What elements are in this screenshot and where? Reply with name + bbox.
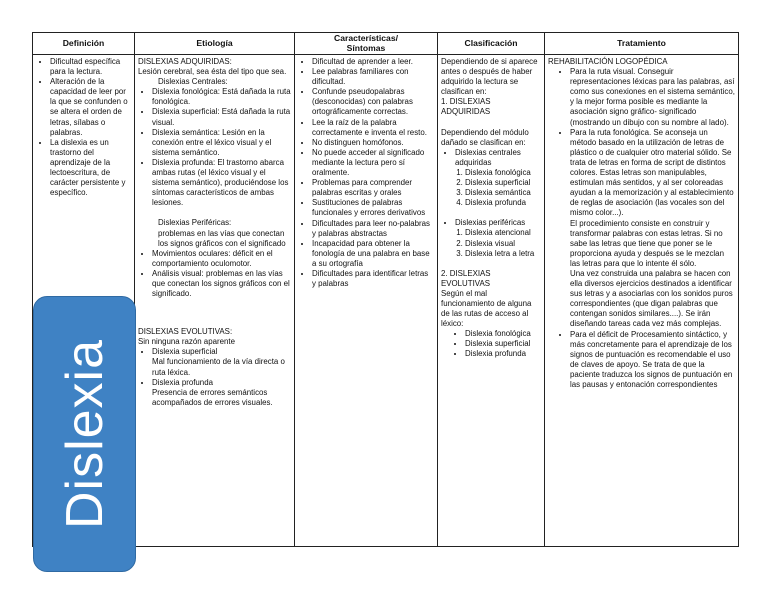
caracteristicas-list <box>298 57 434 289</box>
header-definicion: Definición <box>33 33 135 55</box>
caracteristica-item: • Lee la raíz de la palabra correctamente e inventa el resto. <box>312 118 434 138</box>
banner-title: Dislexia <box>55 338 114 530</box>
etiologia-central-item: • Dislexia semántica: Lesión en la conexión entre el léxico visual y el sistema semántico. <box>152 128 291 158</box>
tratamiento-title: REHABILITACIÓN LOGOPÉDICA <box>548 57 668 66</box>
etiologia-centrales-title: Dislexias Centrales: <box>158 77 228 87</box>
content-row <box>33 55 739 547</box>
clasificacion-perifericas-list <box>441 228 541 258</box>
definicion-item: • Dificultad específica para la lectura. <box>50 57 131 77</box>
caracteristica-item: • Incapacidad para obtener la fonología de una palabra en base a su ortografía <box>312 239 434 269</box>
header-caracteristicas: Características/ Síntomas <box>295 33 438 55</box>
clasificacion-evolutiva-item: • Dislexia fonológica <box>465 329 541 339</box>
clasificacion-adquiridas-intro: Dependiendo del módulo dañado se clasifican en: <box>441 127 529 147</box>
cell-clasificacion <box>438 55 545 547</box>
clasificacion-evolutivas-list <box>441 329 541 359</box>
caracteristica-item: • No puede acceder al significado mediante la lectura pero sí oralmente. <box>312 148 434 178</box>
etiologia-central-item: • Dislexia superficial: Está dañada la ruta visual. <box>152 107 291 127</box>
caracteristica-item: • Problemas para comprender palabras escritas y orales <box>312 178 434 198</box>
etiologia-central-item: • Dislexia profunda: El trastorno abarca ambas rutas (el léxico visual y el sistema semántico), produciéndose los síntomas característicos de ambas lesiones. <box>152 158 291 208</box>
clasificacion-evolutiva-item: • Dislexia superficial <box>465 339 541 349</box>
clasificacion-perifericas-group <box>441 218 541 228</box>
cell-etiologia <box>135 55 295 547</box>
definicion-item: • Alteración de la capacidad de leer por la que se confunden o se altera el orden de letras, sílabas o palabras. <box>50 77 131 138</box>
etiologia-periferica-item: • Análisis visual: problemas en las vías que conectan los signos gráficos con el significado. <box>152 269 291 299</box>
tratamiento-fonologica-text: Para la ruta fonológica. Se aconseja un método basado en la utilización de letras de plástico o de cualquier otro material sólido. Se trata de letras en forma de script de distintos colores. Estas letras son manipulables, estimulan más sentidos, y al ser coloreadas ayudan a la memorización y al establecimiento de reglas de asociación (las vocales son del mismo color...). <box>570 127 734 218</box>
etiologia-perifericas-title: Dislexias Periféricas: <box>158 218 232 228</box>
clasificacion-centrales-group <box>441 148 541 168</box>
header-tratamiento: Tratamiento <box>545 33 739 55</box>
evolutiva-desc: Presencia de errores semánticos acompañados de errores visuales. <box>152 387 273 407</box>
etiologia-central-item: • Dislexia fonológica: Está dañada la ruta fonológica. <box>152 87 291 107</box>
clasificacion-centrales-title: • Dislexias centrales adquiridas <box>455 148 541 168</box>
cell-caracteristicas <box>295 55 438 547</box>
etiologia-perifericas-list <box>138 249 291 299</box>
tratamiento-visual: • Para la ruta visual. Conseguir representaciones léxicas para las palabras, así como sus conexiones en el sistema semántico, y la mejor forma posible es mediante la asociación signo gráfico- significado (mostrando un dibujo con su nombre al lado). <box>570 67 735 128</box>
etiologia-periferica-item: • Movimientos oculares: déficit en el comportamiento oculomotor. <box>152 249 291 269</box>
caracteristica-item: • No distinguen homófonos. <box>312 138 434 148</box>
dislexia-banner <box>33 296 136 572</box>
caracteristica-item: • Dificultades para identificar letras y palabras <box>312 269 434 289</box>
cell-tratamiento <box>545 55 739 547</box>
clasificacion-periferica-item: 3. Dislexia letra a letra <box>465 249 541 259</box>
evolutiva-name: Dislexia profunda <box>152 377 213 387</box>
evolutiva-desc: Mal funcionamiento de la vía directa o ruta léxica. <box>152 357 285 377</box>
clasificacion-periferica-item: 1. Dislexia atencional <box>465 228 541 238</box>
clasificacion-central-item: 4. Dislexia profunda <box>465 198 541 208</box>
header-etiologia: Etiología <box>135 33 295 55</box>
caracteristica-item: • Dificultades para leer no-palabras y palabras abstractas <box>312 219 434 239</box>
caracteristica-item: • Confunde pseudopalabras (desconocidas) con palabras ortográficamente correctas. <box>312 87 434 117</box>
dyslexia-summary-table <box>32 32 739 547</box>
header-row <box>33 33 739 55</box>
clasificacion-central-item: 2. Dislexia superficial <box>465 178 541 188</box>
etiologia-evolutiva-item <box>152 378 291 408</box>
clasificacion-central-item: 3. Dislexia semántica <box>465 188 541 198</box>
caracteristica-item: • Dificultad de aprender a leer. <box>312 57 434 67</box>
header-clasificacion: Clasificación <box>438 33 545 55</box>
etiologia-centrales-list <box>138 87 291 208</box>
etiologia-evolutivas-title: DISLEXIAS EVOLUTIVAS: <box>138 327 233 337</box>
etiologia-evolutiva-item <box>152 347 291 377</box>
clasificacion-perifericas-title: • Dislexias periféricas <box>455 218 541 228</box>
tratamiento-fonologica <box>570 128 735 330</box>
clasificacion-evolutiva-item: • Dislexia profunda <box>465 349 541 359</box>
evolutiva-name: Dislexia superficial <box>152 347 218 357</box>
tratamiento-list <box>548 67 735 390</box>
caracteristica-item: • Sustituciones de palabras funcionales y errores derivativos <box>312 198 434 218</box>
etiologia-perifericas-desc: problemas en las vías que conectan los signos gráficos con el significado <box>158 228 286 248</box>
caracteristica-item: • Lee palabras familiares con dificultad. <box>312 67 434 87</box>
tratamiento-sintactico: • Para el déficit de Procesamiento sintáctico, y más concretamente para el aprendizaje de los signos de puntuación es recomendable el uso de claves de apoyo. Se trata de que la paciente traduzca los signos de puntuación en las pausas y entonación correspondientes <box>570 330 735 391</box>
clasificacion-evolutivas-intro: Según el mal funcionamiento de alguna de las rutas de acceso al léxico: <box>441 288 532 329</box>
clasificacion-periferica-item: 2. Dislexia visual <box>465 239 541 249</box>
definicion-list <box>36 57 131 198</box>
etiologia-adquiridas-desc: Lesión cerebral, sea ésta del tipo que sea. <box>138 67 287 77</box>
clasificacion-centrales-list <box>441 168 541 208</box>
etiologia-evolutivas-desc: Sin ninguna razón aparente <box>138 337 235 347</box>
clasificacion-evolutivas-title: 2. DISLEXIAS EVOLUTIVAS <box>441 268 491 288</box>
tratamiento-fonologica-text-3: Una vez construida una palabra se hacen con ella diversos ejercicios destinados a identificar sus letras y a asociarlas con los sonidos puros correspondientes (que digan palabras que contengan sonidos similares....). Se irán diseñando tareas cada vez más complejas. <box>570 268 733 329</box>
clasificacion-adquiridas-title: 1. DISLEXIAS ADQUIRIDAS <box>441 97 491 117</box>
clasificacion-central-item: 1. Dislexia fonológica <box>465 168 541 178</box>
etiologia-adquiridas-title: DISLEXIAS ADQUIRIDAS: <box>138 57 232 66</box>
tratamiento-fonologica-text-2: El procedimiento consiste en construir y transformar palabras con estas letras. Si no sabe las letras que tiene que poner se le proporciona ayuda y después se le mezclan las letras para que lo intente él sólo. <box>570 218 724 268</box>
definicion-item: • La dislexia es un trastorno del aprendizaje de la lectoescritura, de carácter persistente y específico. <box>50 138 131 199</box>
etiologia-evolutivas-list <box>138 347 291 408</box>
clasificacion-intro: Dependiendo de si aparece antes o después de haber adquirido la lectura se clasifican en: <box>441 57 538 97</box>
